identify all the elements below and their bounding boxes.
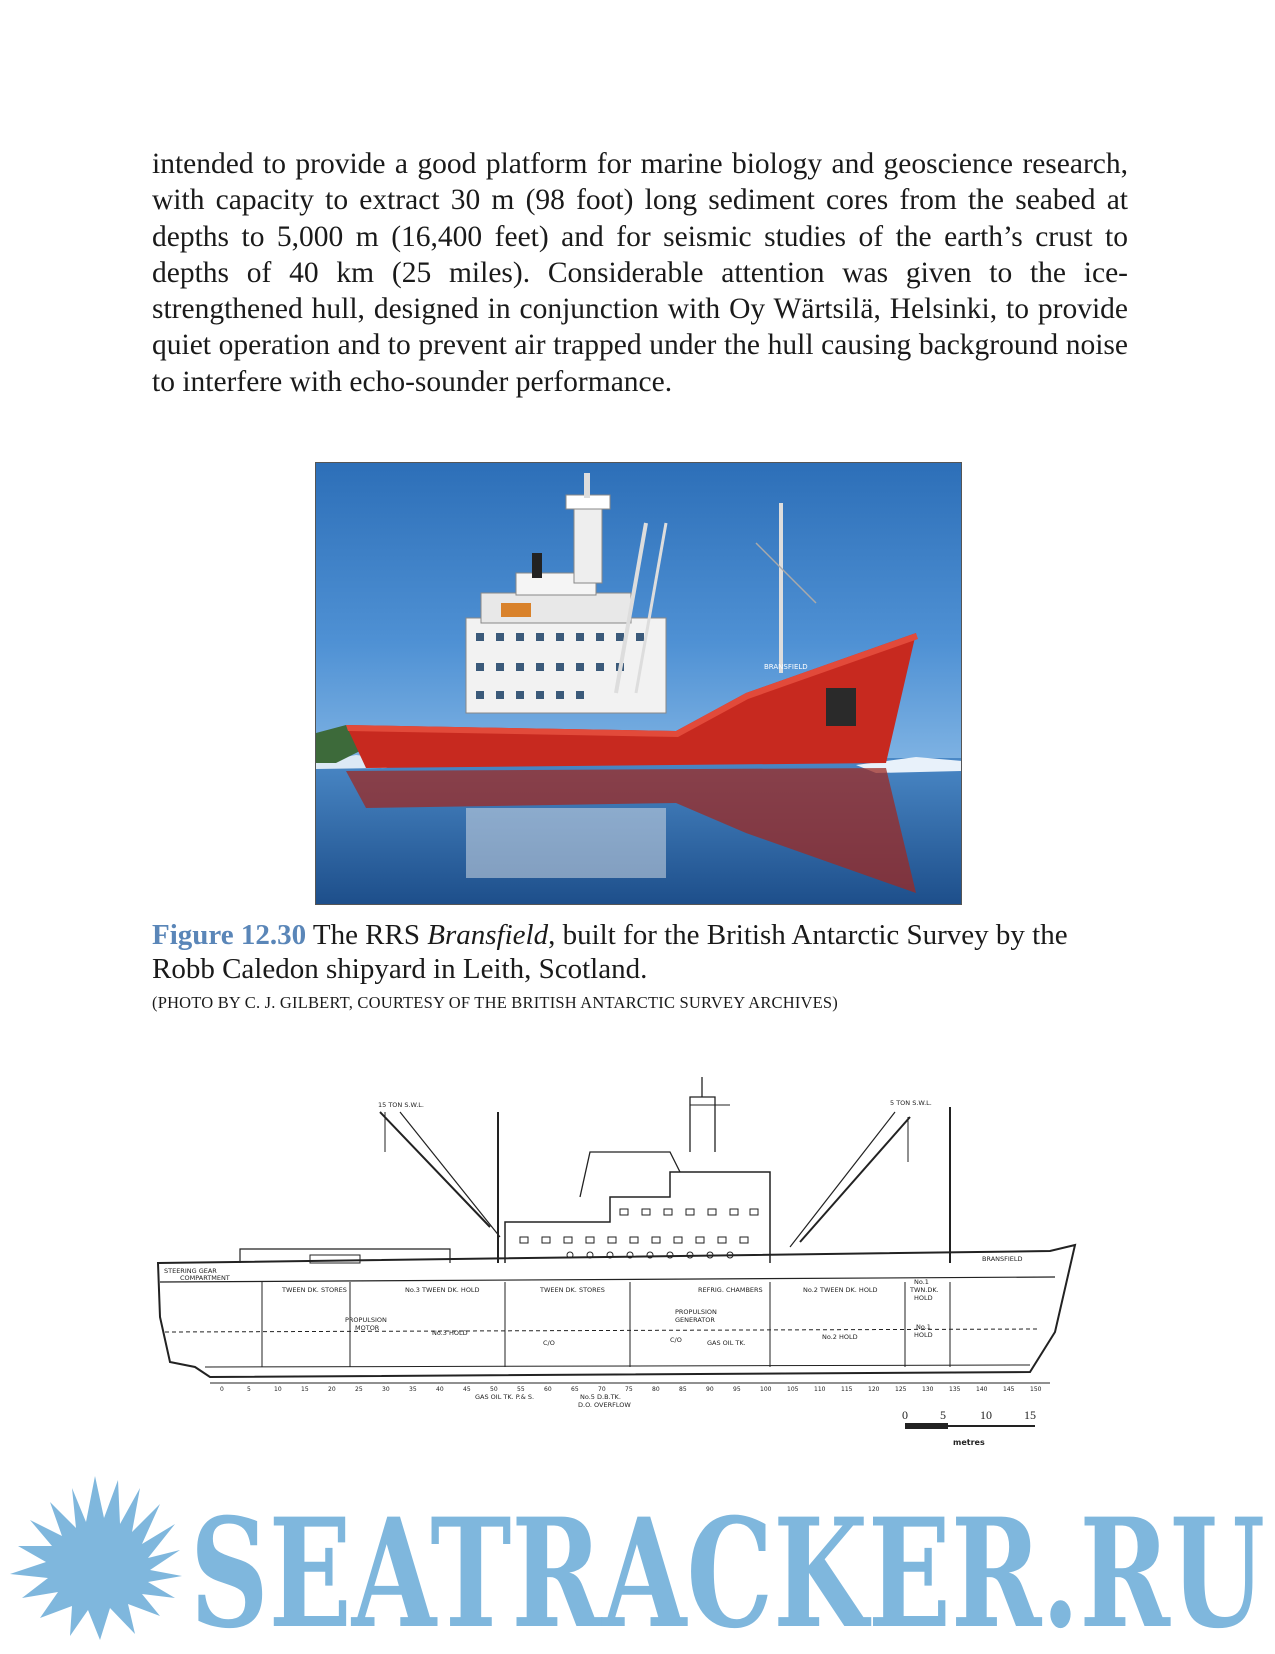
frame-number: 125 [895,1386,907,1393]
frame-number: 10 [274,1386,282,1393]
frame-number: 70 [598,1386,606,1393]
ship-profile-drawing [150,1077,1125,1472]
caption-text-2: , built for the British Antarctic Survey by the Robb Caledon shipyard in Leith, Scotland. [152,919,1068,985]
frame-number: 140 [976,1386,988,1393]
crane-fwd-label: 5 TON S.W.L. [890,1099,932,1107]
photo-hull-name: BRANSFIELD [764,663,808,671]
frame-number: 95 [733,1386,741,1393]
label-prop-motor: PROPULSION [345,1316,387,1324]
frame-number: 100 [760,1386,772,1393]
frame-number: 5 [247,1386,251,1393]
label-tween-stores-mid: TWEEN DK. STORES [540,1286,605,1294]
label-dbtk: No.5 D.B.TK. [580,1393,621,1401]
frame-number: 75 [625,1386,633,1393]
frame-number: 135 [949,1386,961,1393]
scale-tick-0: 0 [902,1408,908,1422]
label-gas-oil-ps: GAS OIL TK. P.& S. [475,1393,535,1401]
label-tween-stores-aft: TWEEN DK. STORES [282,1286,347,1294]
caption-text-1: The RRS [306,919,428,951]
frame-number: 90 [706,1386,714,1393]
frame-number: 110 [814,1386,826,1393]
figure-caption [152,918,1112,986]
frame-number: 20 [328,1386,336,1393]
hull-name-label: BRANSFIELD [982,1255,1023,1263]
crane-aft-label: 15 TON S.W.L. [378,1101,424,1109]
watermark [0,1458,1275,1650]
frame-number: 145 [1003,1386,1015,1393]
frame-number: 130 [922,1386,934,1393]
frame-number: 30 [382,1386,390,1393]
label-prop-motor-2: MOTOR [355,1324,380,1332]
sun-icon [10,1476,182,1640]
label-no1-tween-2: TWN.DK. [910,1286,939,1294]
scale-unit: metres [953,1438,985,1447]
frame-number: 60 [544,1386,552,1393]
label-steering-compartment: COMPARTMENT [180,1274,230,1282]
frame-number: 0 [220,1386,224,1393]
frame-number: 65 [571,1386,579,1393]
frame-number: 25 [355,1386,363,1393]
frame-number: 45 [463,1386,471,1393]
label-do-overflow: D.O. OVERFLOW [578,1401,631,1409]
label-no1-hold: No.1 [916,1323,931,1331]
frame-number: 115 [841,1386,853,1393]
scale-tick-10: 10 [980,1408,992,1422]
frame-number: 15 [301,1386,309,1393]
label-no1-tween-3: HOLD [914,1294,933,1302]
label-no2-hold: No.2 HOLD [822,1333,858,1341]
label-co-1: C/O [543,1339,555,1347]
label-steering-gear: STEERING GEAR [164,1267,217,1275]
ship-photo [315,462,962,905]
watermark-text: SEATRACKER.RU [190,1486,1265,1650]
frame-number: 50 [490,1386,498,1393]
label-no1-hold-2: HOLD [914,1331,933,1339]
frame-number: 150 [1030,1386,1042,1393]
figure-label: Figure 12.30 [152,919,307,951]
label-prop-gen: PROPULSION [675,1308,717,1316]
frame-number: 80 [652,1386,660,1393]
label-no3-hold: No.3 HOLD [432,1329,468,1337]
frame-number: 35 [409,1386,417,1393]
label-no1-tween: No.1 [914,1278,929,1286]
label-prop-gen-2: GENERATOR [675,1316,715,1324]
label-refrig: REFRIG. CHAMBERS [698,1286,763,1294]
frame-number: 120 [868,1386,880,1393]
frame-number: 40 [436,1386,444,1393]
photo-credit: (PHOTO BY C. J. GILBERT, COURTESY OF THE BRITISH ANTARCTIC SURVEY ARCHIVES) [152,993,839,1012]
scale-tick-15: 15 [1024,1408,1036,1422]
ship-name: Bransfield [427,919,549,951]
body-paragraph: intended to provide a good platform for marine biology and geoscience research, with capacity to extract 30 m (98 foot) long sediment cores from the seabed at depths to 5,000 m (16,400 feet) and for seismic studies of the earth’s crust to depths of 40 km (25 miles). Considerable attention was given to the ice-strengthened hull, designed in conjunction with Oy Wärtsilä, Helsinki, to provide quiet operation and to prevent air trapped under the hull causing background noise to interfere with echo-sounder performance. [152,148,1128,398]
frame-number: 85 [679,1386,687,1393]
scale-tick-5: 5 [940,1408,946,1422]
label-gas-oil: GAS OIL TK. [707,1339,746,1347]
label-no2-tween: No.2 TWEEN DK. HOLD [803,1286,878,1294]
label-co-2: C/O [670,1336,682,1344]
frame-number: 105 [787,1386,799,1393]
frame-number: 55 [517,1386,525,1393]
label-no3-tween: No.3 TWEEN DK. HOLD [405,1286,480,1294]
